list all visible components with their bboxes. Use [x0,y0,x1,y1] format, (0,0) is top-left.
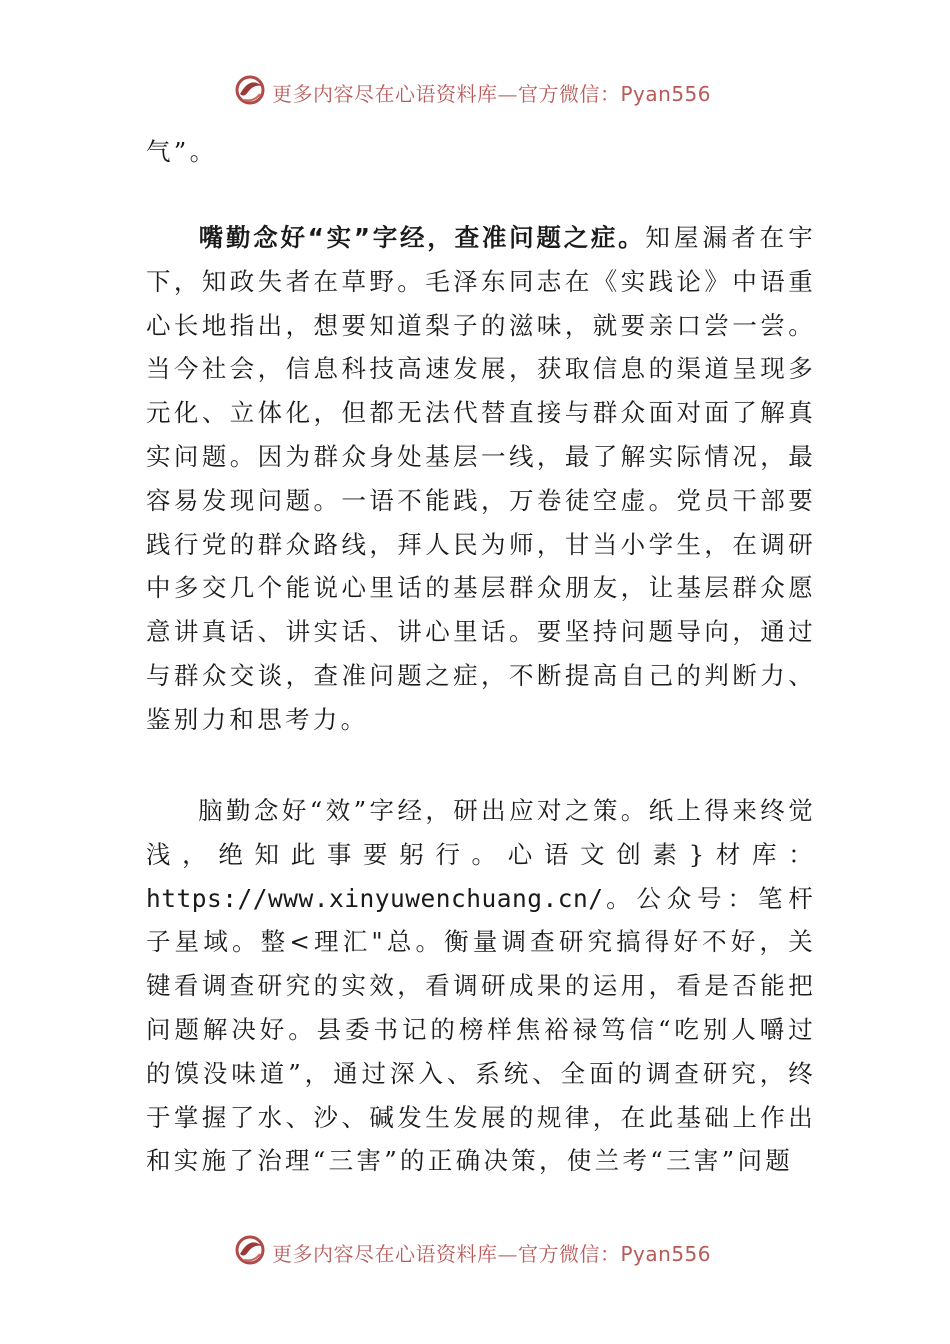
paragraph-mouth-diligence [146,216,816,742]
paragraph-body-text: 知屋漏者在宇下，知政失者在草野。毛泽东同志在《实践论》中语重心长地指出，想要知道梨子的滋味，就要亲口尝一尝。当今社会，信息科技高速发展，获取信息的渠道呈现多元化、立体化，但都无法代替直接与群众面对面了解真实问题。因为群众身处基层一线，最了解实际情况，最容易发现问题。一语不能践，万卷徒空虚。党员干部要践行党的群众路线，拜人民为师，甘当小学生，在调研中多交几个能说心里话的基层群众朋友，让基层群众愿意讲真话、讲实话、讲心里话。要坚持问题导向，通过与群众交谈，查准问题之症，不断提高自己的判断力、鉴别力和思考力。 [146,223,816,734]
header-watermark-banner [232,72,732,112]
banner-wechat-text: 官方微信：Pyan556 [518,82,712,106]
paragraph-lead-heading: 嘴勤念好“实”字经，查准问题之症。 [198,223,646,252]
paragraph-url-text: https://www.xinyuwenchuang.cn/ [146,883,604,913]
footer-watermark-banner [232,1232,732,1272]
banner-main-text: 更多内容尽在心语资料库 [272,82,498,106]
banner-text [272,78,711,107]
banner-wechat-text: 官方微信：Pyan556 [518,1242,712,1266]
swirl-logo-icon [232,72,268,108]
banner-dash: — [497,1242,518,1266]
paragraph-brain-diligence [146,789,816,1183]
banner-dash: — [497,82,518,106]
banner-text [272,1238,711,1267]
banner-main-text: 更多内容尽在心语资料库 [272,1242,498,1266]
paragraph-text-b: 。公众号：笔杆子星域。整<理汇"总。衡量调查研究搞得好不好，关键看调查研究的实效，看调研成果的运用，看是否能把问题解决好。县委书记的榜样焦裕禄笃信“吃别人嚼过的馍没味道”，通过深入、系统、全面的调查研究，终于掌握了水、沙、碱发生发展的规律，在此基础上作出和实施了治理“三害”的正确决策，使兰考“三害”问题 [146,883,816,1176]
paragraph-text-a: 脑勤念好“效”字经，研出应对之策。纸上得来终觉浅，绝知此事要躬行。心语文创素}材库： [146,796,816,869]
paragraph-continuation: 气”。 [146,137,218,166]
swirl-logo-icon [232,1232,268,1268]
